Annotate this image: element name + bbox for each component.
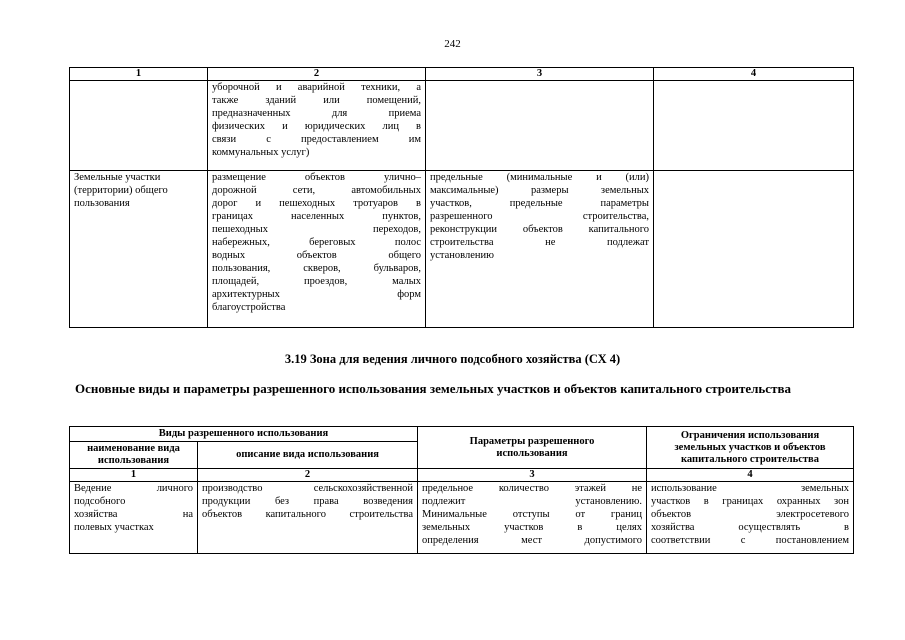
cell-line: использования xyxy=(97,455,170,466)
permitted-use-table xyxy=(69,426,854,554)
cell-line: земельных участков и объектов xyxy=(674,441,826,453)
cell-line: также зданий или помещений, xyxy=(212,95,421,106)
cell-line: максимальные) размеры земельных xyxy=(430,185,649,196)
header-group-label: Виды разрешенного использования xyxy=(70,427,418,442)
cell xyxy=(647,482,854,554)
cell xyxy=(418,482,647,554)
cell-line: соответствии с постановлением xyxy=(651,535,850,546)
cell-line: хозяйства на xyxy=(74,509,193,520)
cell-line: производство сельскохозяйственной xyxy=(202,483,414,494)
cell-line: установлению xyxy=(430,250,494,261)
cell-line: Ведение личного xyxy=(74,483,193,494)
cell-line: подлежит установлению. xyxy=(422,496,643,507)
table-row xyxy=(70,482,854,554)
col-number: 2 xyxy=(208,68,426,81)
table-row xyxy=(70,81,854,171)
cell xyxy=(426,171,654,328)
cell xyxy=(654,171,854,328)
cell-line: уборочной и аварийной техники, а xyxy=(212,82,421,93)
cell-line: размещение объектов улично– xyxy=(212,172,421,183)
header-col2: описание вида использования xyxy=(198,442,418,469)
col-number: 2 xyxy=(198,469,418,482)
col-number: 4 xyxy=(654,68,854,81)
cell-line: пользования xyxy=(74,198,130,209)
cell-line: объектов капитального строительства xyxy=(202,509,414,520)
header-col3 xyxy=(418,427,647,469)
cell xyxy=(70,81,208,171)
cell-line: площадей, проездов, малых xyxy=(212,276,421,287)
cell xyxy=(208,81,426,171)
col-number: 3 xyxy=(418,469,647,482)
cell-line: Параметры разрешенного xyxy=(469,435,595,447)
cell-line: набережных, береговых полос xyxy=(212,237,421,248)
table-row xyxy=(70,171,854,328)
cell-line: пешеходных переходов, xyxy=(212,224,421,235)
header-row xyxy=(70,427,854,442)
cell-line: участков в границах охранных зон xyxy=(651,496,850,507)
col-number: 3 xyxy=(426,68,654,81)
cell xyxy=(70,171,208,328)
subsection-title: Основные виды и параметры разрешенного использования земельных участков и объектов капитального строительства xyxy=(75,381,791,396)
continued-table xyxy=(69,67,854,328)
cell-line: использование земельных xyxy=(651,483,850,494)
section-title: 3.19 Зона для ведения личного подсобного хозяйства (СХ 4) xyxy=(284,352,621,366)
cell-line: пользования, скверов, бульваров, xyxy=(212,263,421,274)
cell-line: наименование вида xyxy=(87,443,180,454)
cell xyxy=(654,81,854,171)
cell-line: подсобного xyxy=(74,496,126,507)
column-number-row xyxy=(70,68,854,81)
cell xyxy=(70,482,198,554)
cell-line: связи с предоставлением им xyxy=(212,134,421,145)
cell-line: реконструкции объектов капитального xyxy=(430,224,649,235)
col-number: 4 xyxy=(647,469,854,482)
cell-line: разрешенного строительства, xyxy=(430,211,649,222)
cell-line: использования xyxy=(496,447,568,459)
cell-line: границах населенных пунктов, xyxy=(212,211,421,222)
cell-line: капитального строительства xyxy=(681,453,819,465)
cell-line: коммунальных услуг) xyxy=(212,147,310,158)
cell xyxy=(198,482,418,554)
cell-line: благоустройства xyxy=(212,302,286,313)
cell-line: архитектурных форм xyxy=(212,289,421,300)
cell-line: полевых участках xyxy=(74,522,154,533)
cell xyxy=(208,171,426,328)
col-number: 1 xyxy=(70,469,198,482)
page-number: 242 xyxy=(444,38,461,50)
cell-line: предельное количество этажей не xyxy=(422,483,643,494)
cell-line: определения мест допустимого xyxy=(422,535,643,546)
cell-line: предназначенных для приема xyxy=(212,108,421,119)
cell-line: земельных участков в целях xyxy=(422,522,643,533)
header-col1 xyxy=(70,442,198,469)
cell-line: предельные (минимальные и (или) xyxy=(430,172,649,183)
cell-line: участков, предельные параметры xyxy=(430,198,649,209)
column-number-row xyxy=(70,469,854,482)
cell-line: (территории) общего xyxy=(74,185,168,196)
header-col4 xyxy=(647,427,854,469)
cell-line: водных объектов общего xyxy=(212,250,421,261)
cell-line: продукции без права возведения xyxy=(202,496,414,507)
cell-line: дорог и пешеходных тротуаров в xyxy=(212,198,421,209)
cell-line: Минимальные отступы от границ xyxy=(422,509,643,520)
col-number: 1 xyxy=(70,68,208,81)
cell-line: Ограничения использования xyxy=(680,429,820,441)
cell-line: строительства не подлежат xyxy=(430,237,649,248)
cell-line: дорожной сети, автомобильных xyxy=(212,185,421,196)
cell-line: физических и юридических лиц в xyxy=(212,121,421,132)
cell-line: объектов электросетевого xyxy=(651,509,850,520)
cell xyxy=(426,81,654,171)
cell-line: Земельные участки xyxy=(74,172,161,183)
cell-line: хозяйства осуществлять в xyxy=(651,522,850,533)
